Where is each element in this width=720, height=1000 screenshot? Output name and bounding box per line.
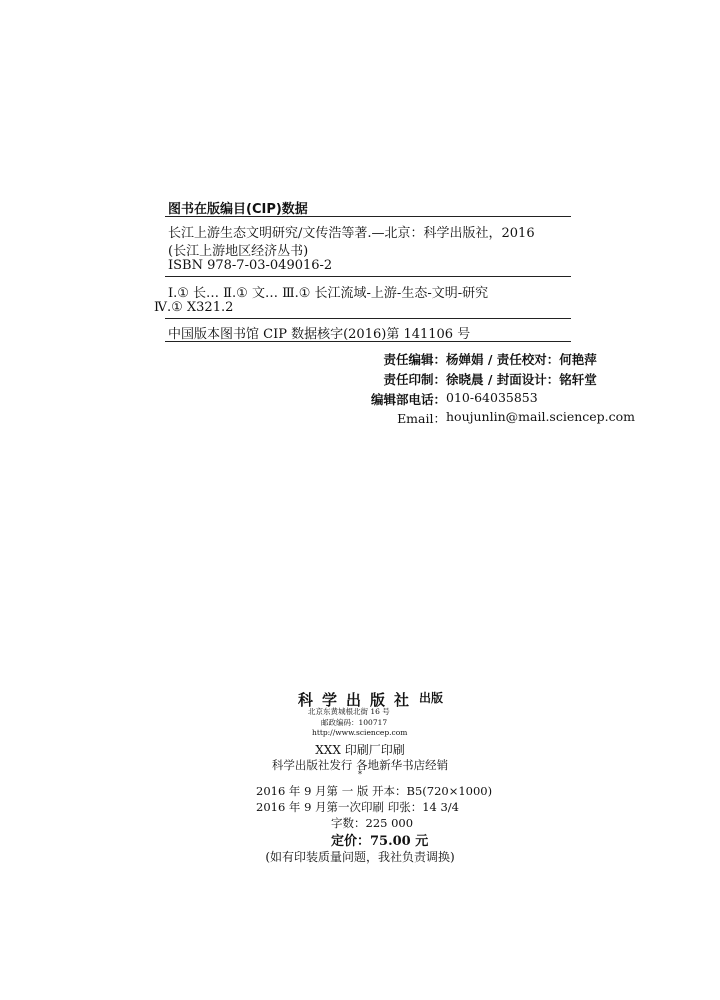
cip-isbn-line: ISBN 978-7-03-049016-2 <box>168 258 333 273</box>
edition-line-2: 2016 年 9 月第一次印刷 印张：14 3/4 <box>256 800 460 814</box>
staff-phone-label: 编辑部电话： <box>370 392 446 407</box>
cip-bottom-rule <box>165 341 571 342</box>
quality-note: (如有印装质量问题，我社负责调换) <box>265 850 455 864</box>
staff-print-value: 徐晓晨 / 封面设计：铭轩堂 <box>446 372 597 387</box>
cip-classification-line-1: Ⅰ.① 长… Ⅱ.① 文… Ⅲ.① 长江流域-上游-生态-文明-研究 <box>168 286 489 301</box>
staff-email-value: houjunlin@mail.sciencep.com <box>446 409 636 424</box>
cip-series-line: (长江上游地区经济丛书) <box>168 244 309 259</box>
printer-line: XXX 印刷厂印刷 <box>315 743 405 757</box>
publisher-zip: 邮政编码：100717 <box>321 718 388 727</box>
staff-editor-label: 责任编辑： <box>383 352 446 367</box>
word-count: 字数：225 000 <box>331 816 414 830</box>
staff-print-label: 责任印制： <box>383 372 446 387</box>
publisher-logo: 科学出版社 <box>298 691 419 709</box>
cip-title-line: 长江上游生态文明研究/文传浩等著.—北京：科学出版社，2016 <box>168 226 535 241</box>
distribution-line: 科学出版社发行 各地新华书店经销 <box>271 758 449 772</box>
separator-mark: * <box>358 770 362 779</box>
cip-top-rule <box>165 216 571 217</box>
cip-heading: 图书在版编目(CIP)数据 <box>168 202 308 217</box>
cip-classification-line-2: Ⅳ.① X321.2 <box>154 300 234 315</box>
price: 定价：75.00 元 <box>331 834 429 849</box>
publisher-address: 北京东黄城根北街 16 号 <box>308 707 390 716</box>
publisher-url: http://www.sciencep.com <box>312 728 408 737</box>
cip-lower-rule <box>165 318 571 319</box>
edition-line-1: 2016 年 9 月第 一 版 开本：B5(720×1000) <box>256 784 493 798</box>
staff-email-label: Email： <box>397 411 446 426</box>
cip-middle-rule <box>165 276 571 277</box>
cip-core-data-number: 中国版本图书馆 CIP 数据核字(2016)第 141106 号 <box>168 327 471 342</box>
staff-editor-value: 杨婵娟 / 责任校对：何艳萍 <box>446 352 597 367</box>
publisher-suffix: 出版 <box>419 691 444 705</box>
staff-phone-value: 010-64035853 <box>446 390 538 405</box>
